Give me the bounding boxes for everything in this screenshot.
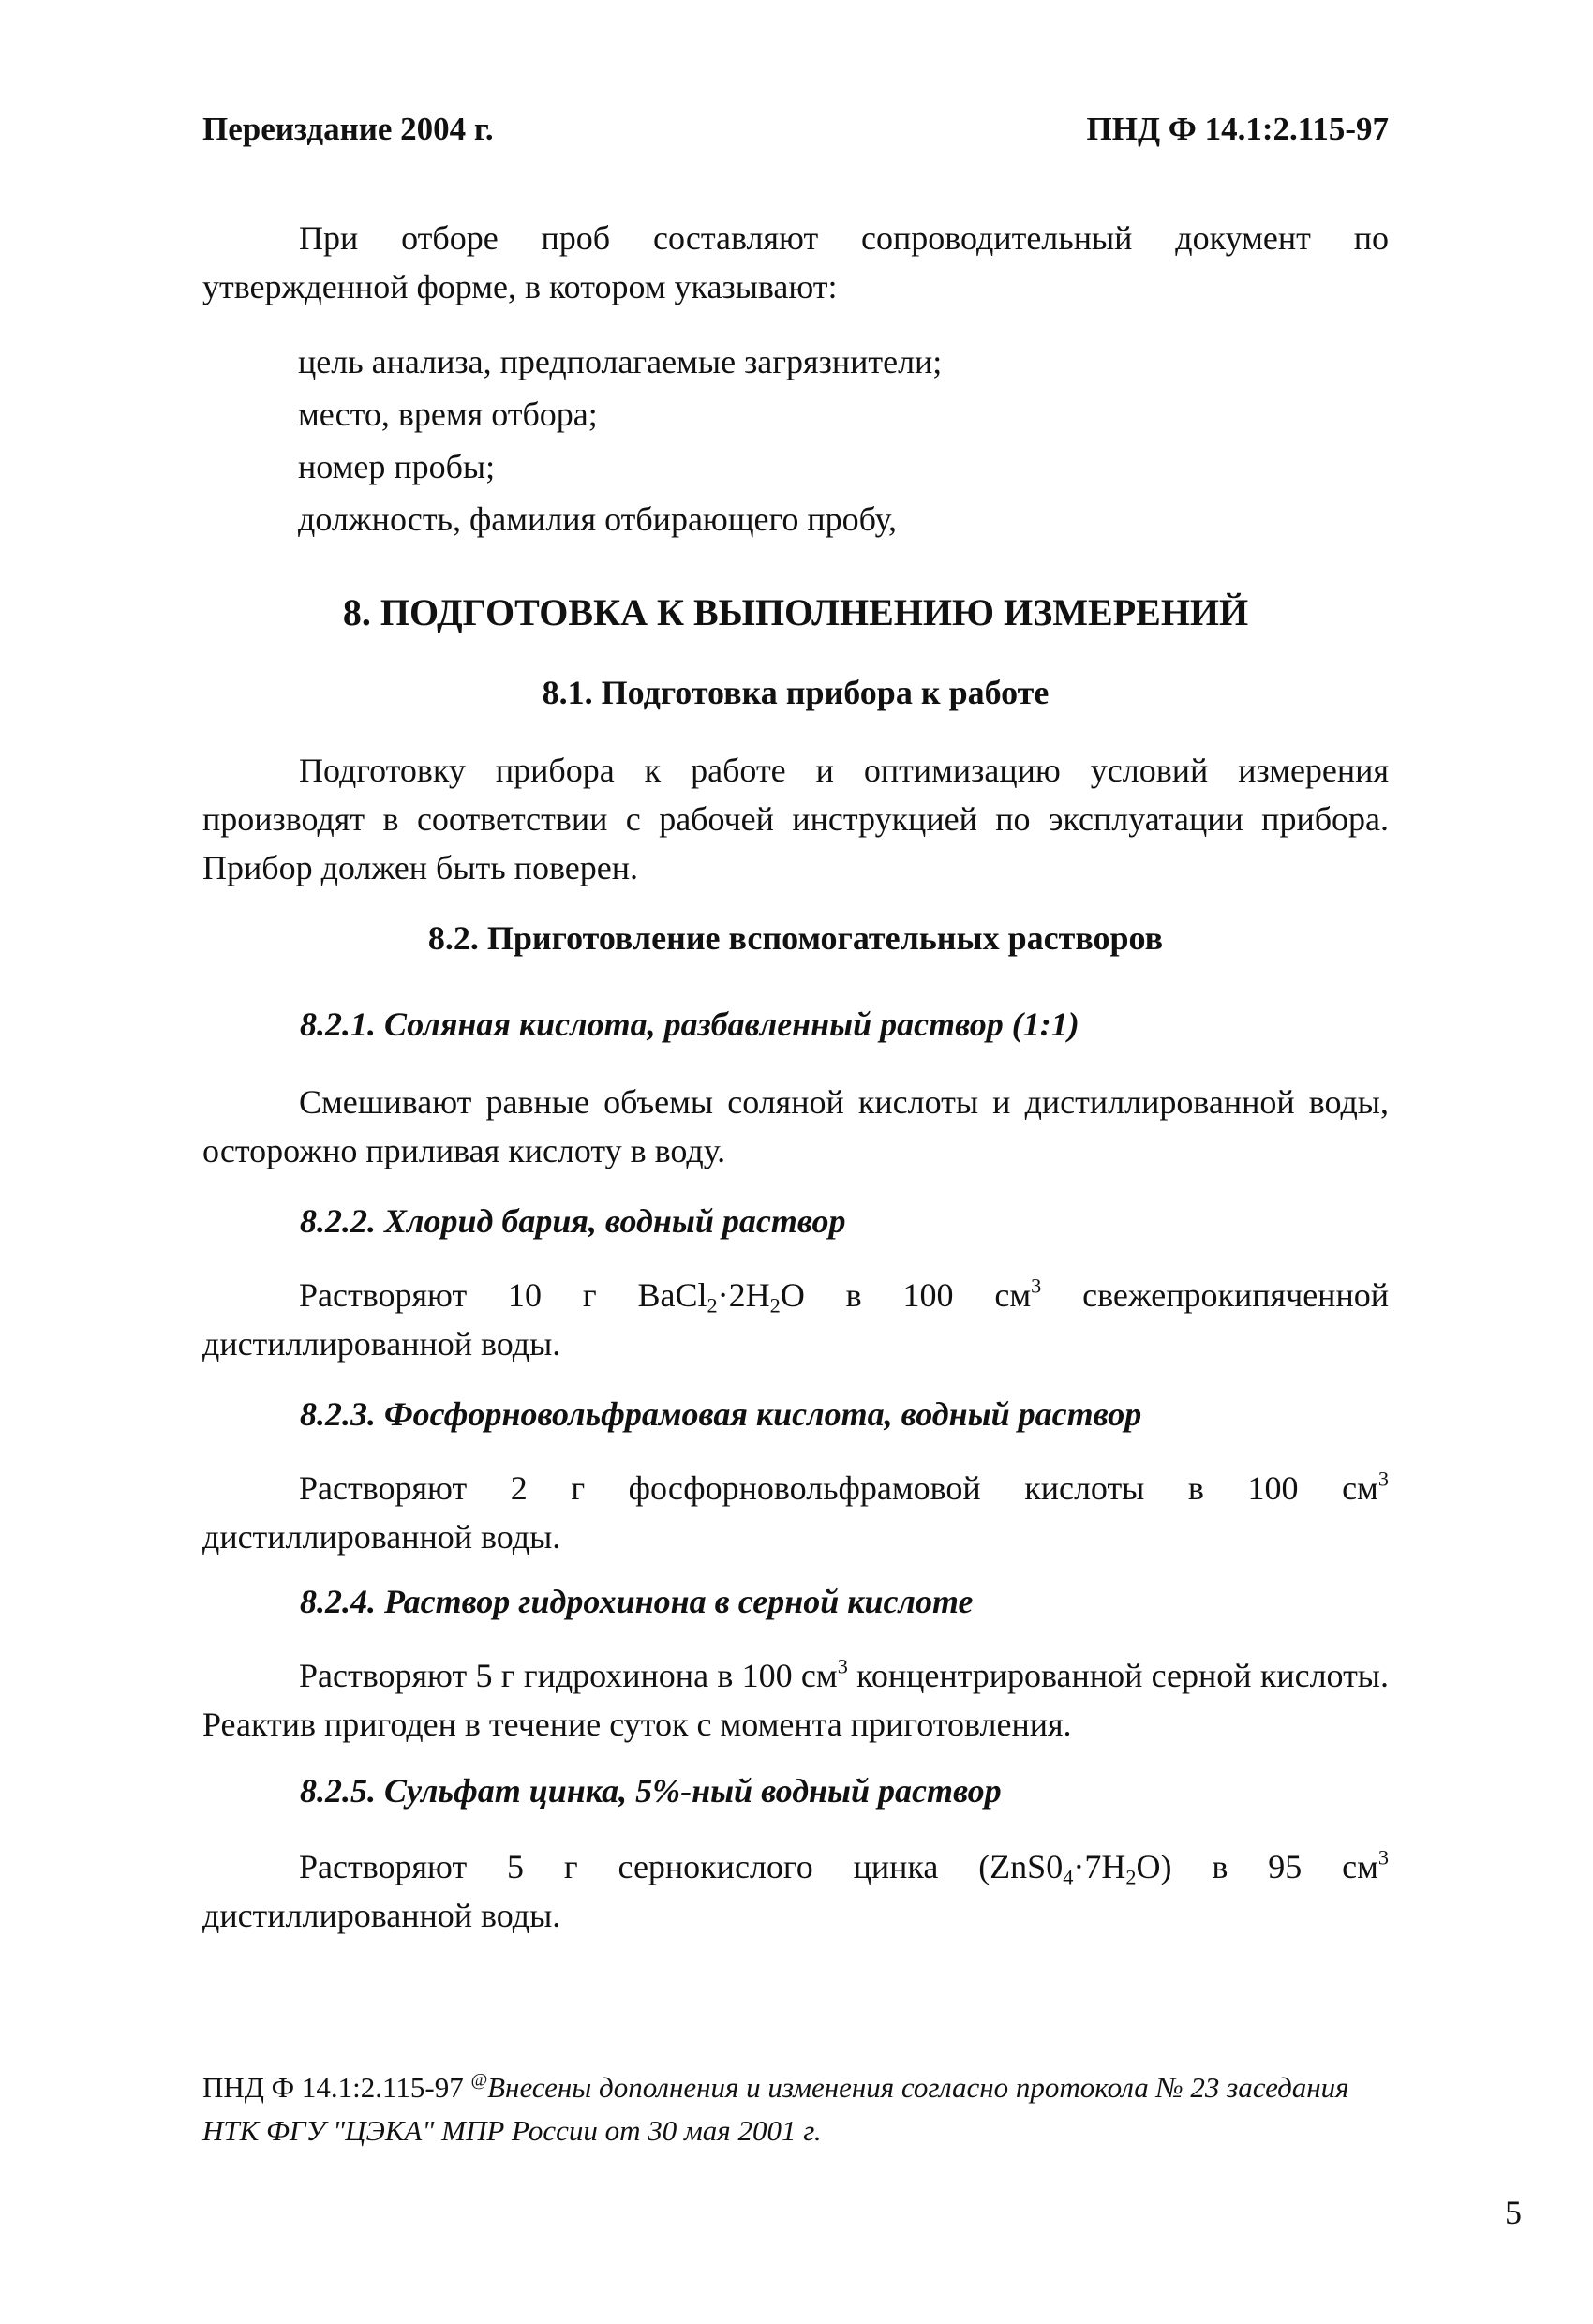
section-8-2-5-paragraph: [202, 1842, 1389, 1940]
section-8-2-2-paragraph: [202, 1271, 1389, 1368]
section-8-1-text: Подготовку прибора к работе и оптимизацию условий измерения производят в соответствии с рабочей инструкцией по эксплуатации прибора. Прибор должен быть поверен.: [202, 752, 1389, 886]
section-8-2-2-text: Растворяют 10 г $BaCl_2\cdot 2H_2O$ в 100 $см^3$ свежепрокипяченной дистиллированной воды.: [202, 1274, 1389, 1363]
footnote: [202, 2066, 1392, 2153]
list-item: цель анализа, предполагаемые загрязнители;: [298, 343, 943, 380]
intro-paragraph: [202, 214, 1389, 311]
section-8-1-title: 8.1. Подготовка прибора к работе: [542, 674, 1050, 711]
section-8-2-1-paragraph: [202, 1078, 1389, 1175]
section-8-1-paragraph: [202, 746, 1389, 892]
section-8-2-4-title: 8.2.4. Раствор гидрохинона в серной кислоте: [300, 1583, 974, 1620]
footnote-mark: @: [470, 2070, 488, 2091]
section-8-2-3-paragraph: [202, 1464, 1389, 1561]
section-8-2-5-text: Растворяют 5 г сернокислого цинка $(ZnS0_4\cdot 7H_2O)$ в 95 $см^3$ дистиллированной воды.: [202, 1845, 1389, 1934]
footnote-doc-code: ПНД Ф 14.1:2.115-97: [202, 2071, 471, 2104]
section-8-2-4-paragraph: [202, 1651, 1389, 1749]
section-8-2-title: 8.2. Приготовление вспомогательных растворов: [427, 919, 1164, 957]
section-8-2-3-text: Растворяют 2 г фосфорновольфрамовой кислоты в 100 $см^3$ дистиллированной воды.: [202, 1467, 1389, 1556]
intro-text: При отборе проб составляют сопроводительный документ по утвержденной форме, в котором указывают:: [202, 219, 1389, 305]
section-8-title: 8. ПОДГОТОВКА К ВЫПОЛНЕНИЮ ИЗМЕРЕНИЙ: [342, 591, 1249, 633]
section-8-2-1-text: Смешивают равные объемы соляной кислоты и дистиллированной воды, осторожно приливая кислоту в воду.: [202, 1083, 1389, 1169]
intro-list: [298, 335, 1385, 545]
section-8-2-2-title: 8.2.2. Хлорид бария, водный раствор: [300, 1202, 846, 1240]
list-item: номер пробы;: [298, 448, 496, 485]
section-8-2-5-title: 8.2.5. Сульфат цинка, 5%-ный водный раствор: [300, 1772, 1002, 1810]
section-8-2-4-text: Растворяют 5 г гидрохинона в 100 $см^3$ концентрированной серной кислоты. Реактив пригоден в течение суток с момента приготовления.: [202, 1654, 1389, 1743]
header-edition: Переиздание 2004 г.: [202, 111, 494, 147]
list-item: должность, фамилия отбирающего пробу,: [298, 500, 897, 538]
header-doc-code: ПНД Ф 14.1:2.115-97: [1086, 111, 1389, 147]
section-8-2-1-title: 8.2.1. Соляная кислота, разбавленный раствор (1:1): [300, 1006, 1079, 1043]
footnote-text: Внесены дополнения и изменения согласно протокола № 23 заседания НТК ФГУ "ЦЭКА" МПР России от 30 мая 2001 г.: [202, 2071, 1349, 2147]
page-number: 5: [1505, 2194, 1522, 2231]
list-item: место, время отбора;: [298, 395, 598, 433]
section-8-2-3-title: 8.2.3. Фосфорновольфрамовая кислота, водный раствор: [300, 1395, 1142, 1433]
